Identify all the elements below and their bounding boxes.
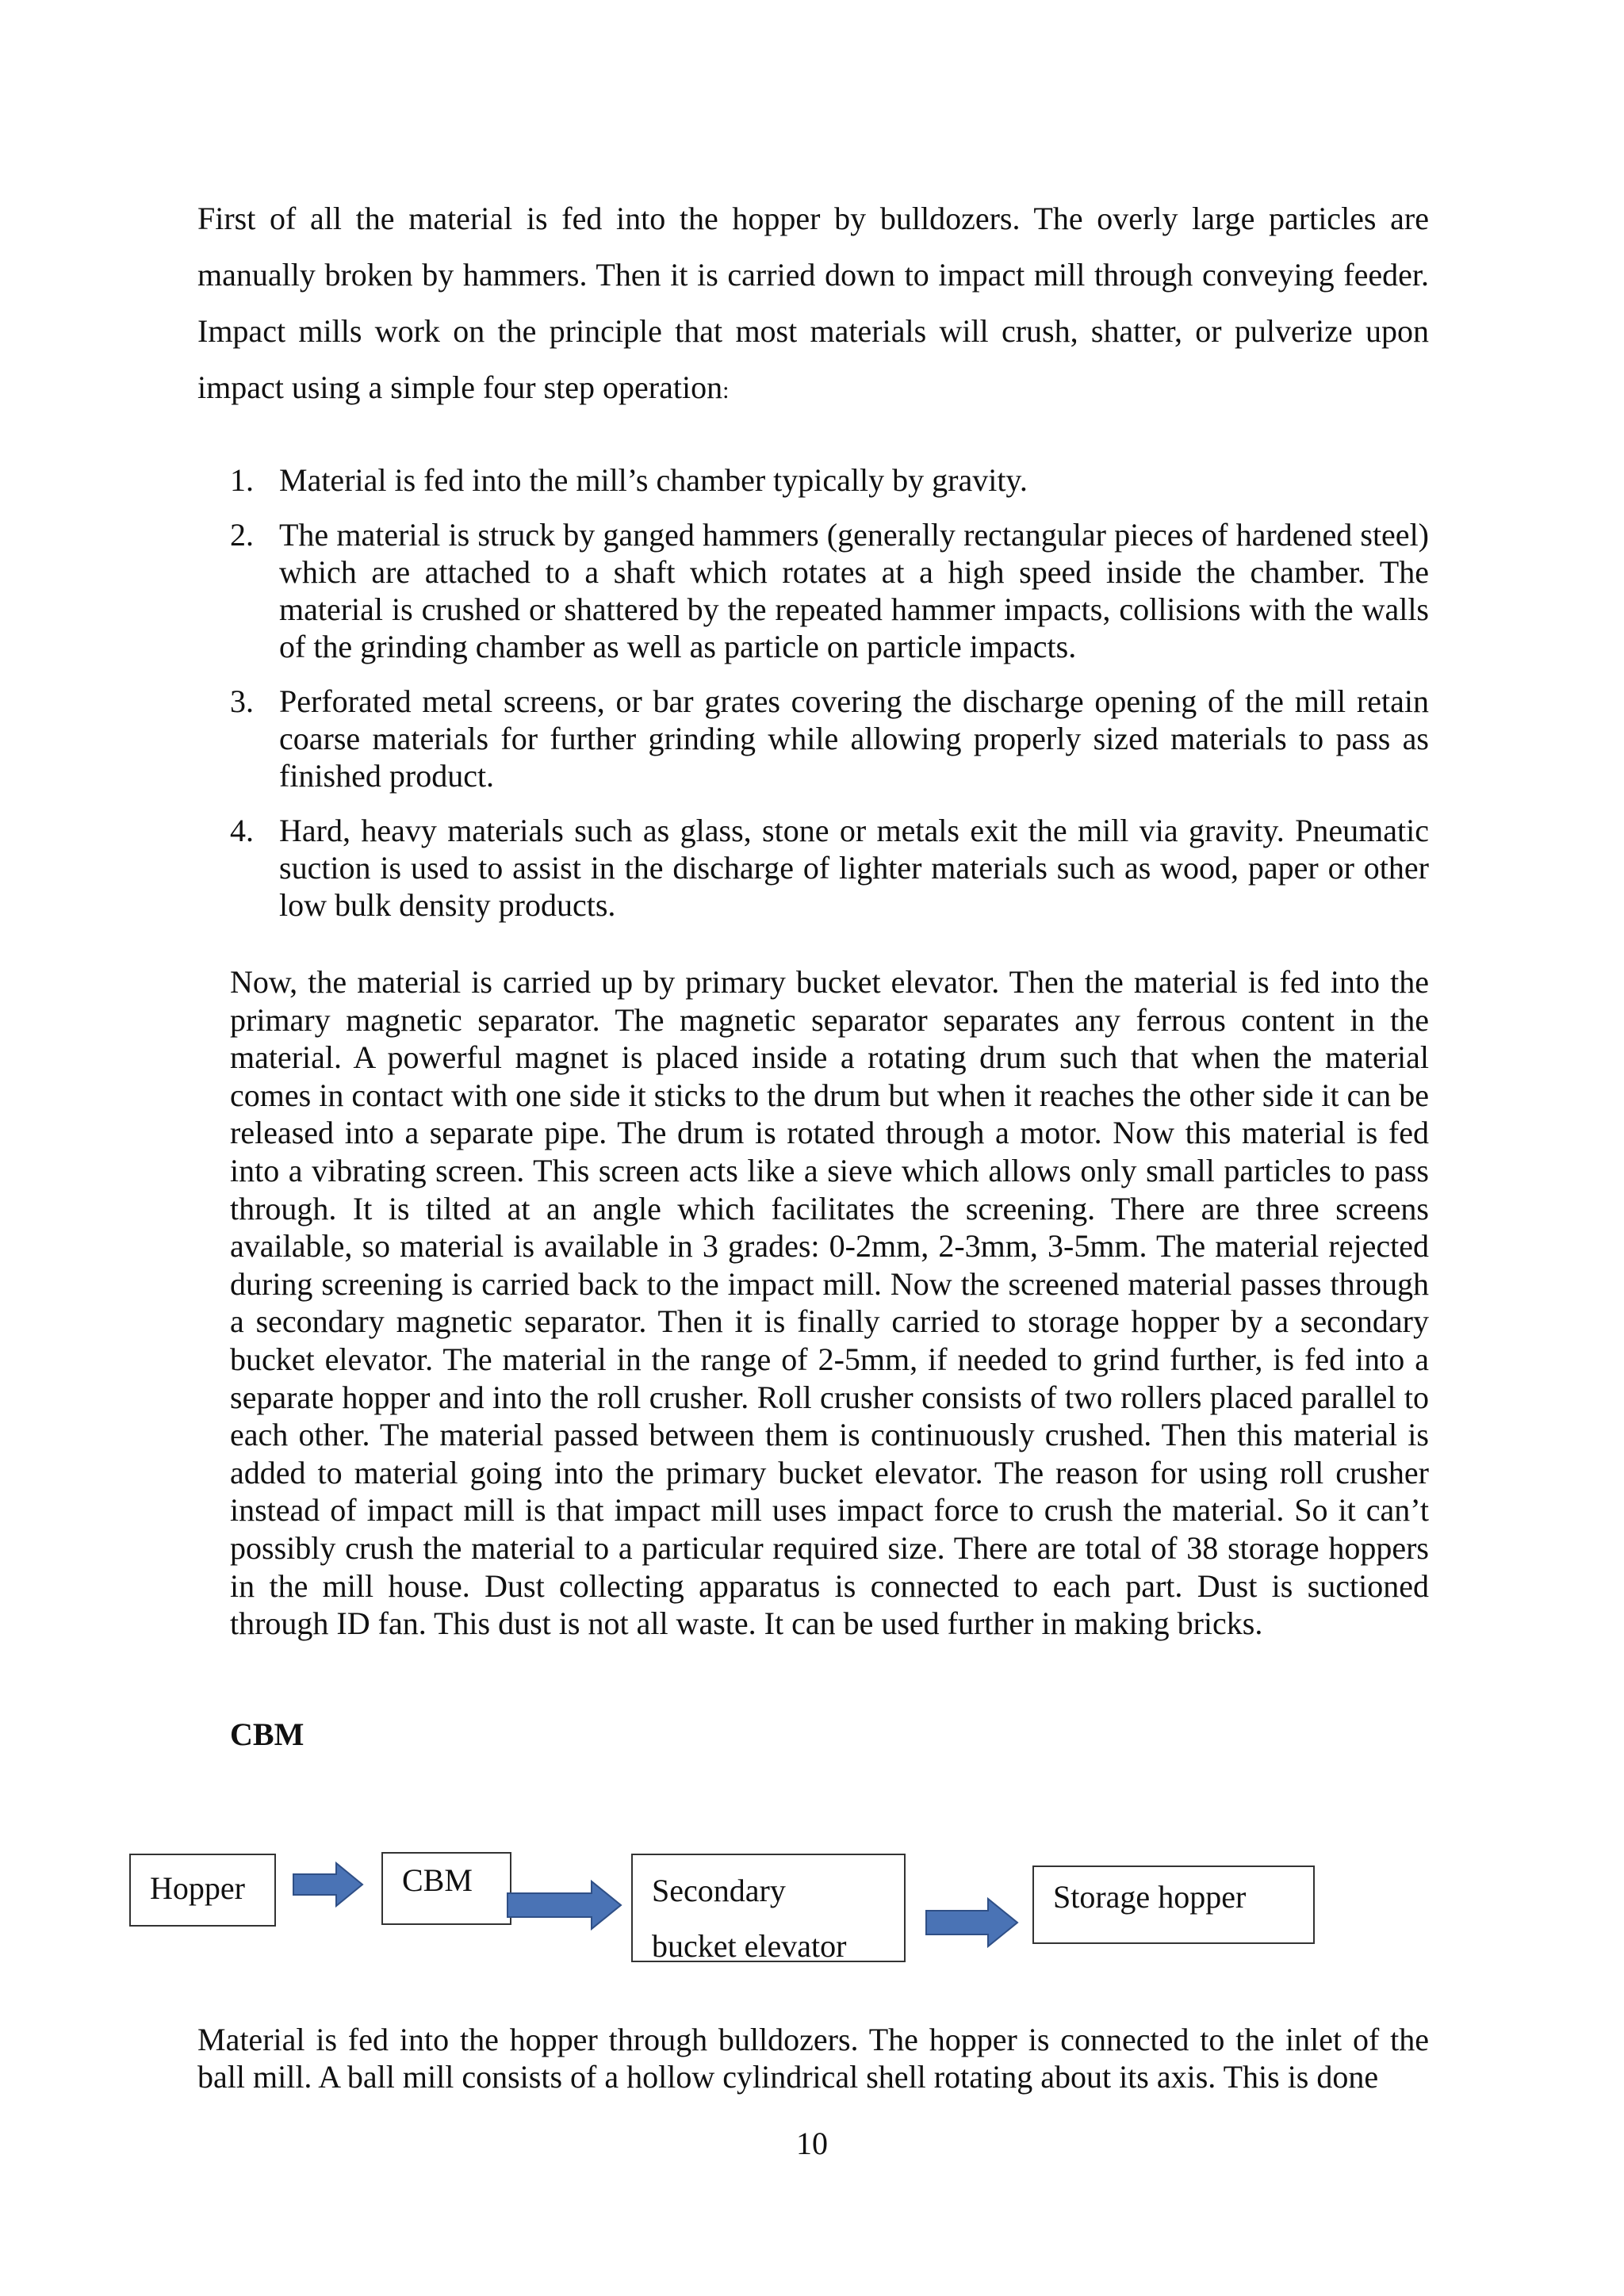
list-item-number: 1. xyxy=(230,462,254,498)
list-item xyxy=(230,683,1429,794)
intro-colon: : xyxy=(722,377,730,404)
flow-box-label: CBM xyxy=(402,1862,473,1898)
list-item xyxy=(230,516,1429,665)
list-item-number: 2. xyxy=(230,517,254,553)
flow-box-label-line2: bucket elevator xyxy=(652,1928,847,1964)
process-paragraph: Now, the material is carried up by primary bucket elevator. Then the material is fed into the primary magnetic separator. The magnetic separator separates any ferrous content in the material. A powerful magnet is placed inside a rotating drum such that when the material comes in contact with one side it sticks to the drum but when it reaches the other side it can be released into a separate pipe. The drum is rotated through a motor. Now this material is fed into a vibrating screen. This screen acts like a sieve which allows only small particles to pass through. It is tilted at an angle which facilitates the screening. There are three screens available, so material is available in 3 grades: 0-2mm, 2-3mm, 3-5mm. The material rejected during screening is carried back to the impact mill. Now the screened material passes through a secondary magnetic separator. Then it is finally carried to storage hopper by a secondary bucket elevator. The material in the range of 2-5mm, if needed to grind further, is fed into a separate hopper and into the roll crusher. Roll crusher consists of two rollers placed parallel to each other. The material passed between them is continuously crushed. Then this material is added to material going into the primary bucket elevator. The reason for using roll crusher instead of impact mill is that impact mill uses impact force to crush the material. So it can’t possibly crush the material to a particular required size. There are total of 38 storage hoppers in the mill house. Dust collecting apparatus is connected to each part. Dust is suctioned through ID fan. This dust is not all waste. It can be used further in making bricks. xyxy=(230,964,1429,1642)
list-item-number: 3. xyxy=(230,683,254,719)
section-heading-cbm: CBM xyxy=(230,1716,304,1752)
flow-box-storage-hopper xyxy=(1032,1866,1315,1944)
ball-mill-paragraph: Material is fed into the hopper through bulldozers. The hopper is connected to the inlet of the ball mill. A ball mill consists of a hollow cylindrical shell rotating about its axis. This is done xyxy=(197,2022,1429,2095)
list-item-number: 4. xyxy=(230,813,254,848)
page-number: 10 xyxy=(796,2126,828,2161)
flow-arrow-icon xyxy=(925,1896,1020,1949)
list-item xyxy=(230,461,1429,499)
flow-box-secondary-bucket-elevator xyxy=(631,1854,906,1962)
flow-box-label-line1: Secondary xyxy=(652,1873,786,1908)
flow-arrow-icon xyxy=(506,1879,623,1931)
list-item-text: The material is struck by ganged hammers (generally rectangular pieces of hardened steel) which are attached to a shaft which rotates at a high speed inside the chamber. The material is crushed or shattered by the repeated hammer impacts, collisions with the walls of the grinding chamber as well as particle on particle impacts. xyxy=(279,517,1429,664)
list-item xyxy=(230,812,1429,924)
list-item-text: Hard, heavy materials such as glass, stone or metals exit the mill via gravity. Pneumatic suction is used to assist in the discharge of lighter materials such as wood, paper or other low bulk density products. xyxy=(279,813,1429,923)
operation-steps-list xyxy=(230,461,1429,941)
flow-box-label: Hopper xyxy=(150,1870,245,1906)
intro-text: First of all the material is fed into the hopper by bulldozers. The overly large particles are manually broken by hammers. Then it is carried down to impact mill through conveying feeder. Impact mills work on the principle that most materials will crush, shatter, or pulverize upon impact using a simple four step operation xyxy=(197,201,1429,405)
intro-paragraph xyxy=(197,190,1429,419)
flow-box-label: Storage hopper xyxy=(1053,1879,1247,1915)
list-item-text: Perforated metal screens, or bar grates covering the discharge opening of the mill retain coarse materials for further grinding while allowing properly sized materials to pass as finished product. xyxy=(279,683,1429,794)
flow-box-cbm xyxy=(381,1852,511,1925)
flow-box-hopper xyxy=(129,1854,276,1927)
flow-arrow-icon xyxy=(292,1861,365,1908)
list-item-text: Material is fed into the mill’s chamber typically by gravity. xyxy=(279,462,1028,498)
